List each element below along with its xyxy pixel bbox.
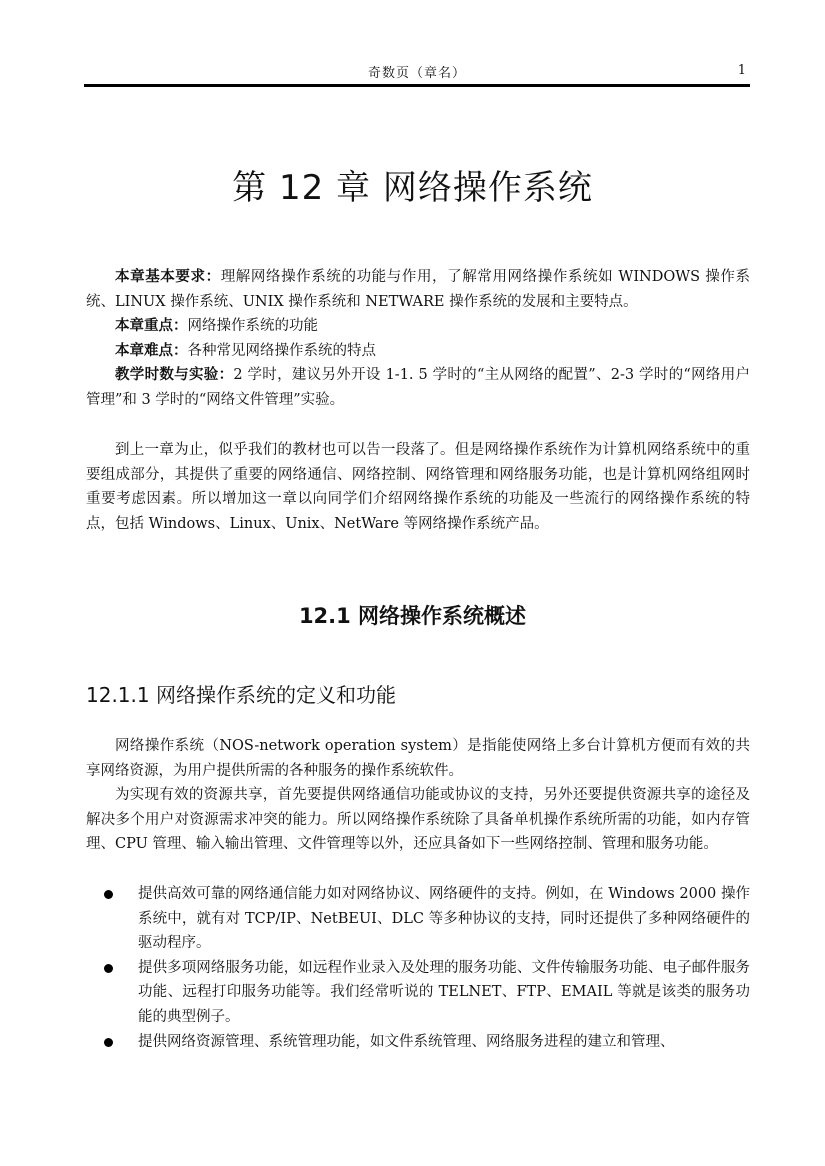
subsection-title: 12.1.1 网络操作系统的定义和功能	[86, 683, 396, 707]
requirement-hours	[86, 363, 750, 412]
list-item-text: 提供高效可靠的网络通信能力如对网络协议、网络硬件的支持。例如，在 Windows 2000 操作系统中，就有对 TCP/IP、NetBEUI、DLC 等多种协议的支持，同时还提供了多种网络硬件的驱动程序。	[138, 886, 750, 952]
list-item	[86, 956, 750, 1030]
body-paragraph: 网络操作系统（NOS-network operation system）是指能使网络上多台计算机方便而有效的共享网络资源，为用户提供所需的各种服务的操作系统软件。	[86, 738, 750, 779]
bullet-icon	[104, 1038, 113, 1047]
requirement-key-points	[86, 314, 750, 339]
page-number: 1	[737, 63, 746, 78]
list-item-text: 提供多项网络服务功能，如远程作业录入及处理的服务功能、文件传输服务功能、电子邮件服务功能、远程打印服务功能等。我们经常听说的 TELNET、FTP、EMAIL 等就是该类的服务功能的典型例子。	[138, 959, 750, 1025]
intro-block	[86, 438, 750, 536]
running-header	[84, 60, 750, 87]
list-item-text: 提供网络资源管理、系统管理功能，如文件系统管理、网络服务进程的建立和管理、	[138, 1033, 675, 1050]
intro-paragraph: 到上一章为止，似乎我们的教材也可以告一段落了。但是网络操作系统作为计算机网络系统中的重要组成部分，其提供了重要的网络通信、网络控制、网络管理和网络服务功能，也是计算机网络组网时重要考虑因素。所以增加这一章以向同学们介绍网络操作系统的功能及一些流行的网络操作系统的特点，包括 Windows、Linux、Unix、NetWare 等网络操作系统产品。	[86, 442, 750, 532]
chapter-title: 第 12 章 网络操作系统	[232, 168, 593, 208]
requirement-text: 理解网络操作系统的功能与作用，了解常用网络操作系统如 WINDOWS 操作系统、LINUX 操作系统、UNIX 操作系统和 NETWARE 操作系统的发展和主要特点。	[86, 269, 750, 310]
body-paragraph: 为实现有效的资源共享，首先要提供网络通信功能或协议的支持，另外还要提供资源共享的途径及解决多个用户对资源需求冲突的能力。所以网络操作系统除了具备单机操作系统所需的功能，如内存管理、CPU 管理、输入输出管理、文件管理等以外，还应具备如下一些网络控制、管理和服务功能。	[86, 787, 750, 853]
list-item	[86, 882, 750, 956]
list-item	[86, 1030, 750, 1055]
requirement-label: 本章难点：	[115, 341, 188, 359]
bullet-icon	[104, 890, 113, 899]
requirement-text: 2 学时，建议另外开设 1-1. 5 学时的“主从网络的配置”、2-3 学时的“网络用户管理”和 3 学时的“网络文件管理”实验。	[86, 367, 750, 408]
bullet-icon	[104, 964, 113, 973]
requirement-difficulties	[86, 339, 750, 364]
requirement-text: 网络操作系统的功能	[187, 318, 318, 335]
chapter-requirements	[86, 265, 750, 413]
requirement-label: 本章基本要求：	[115, 268, 221, 285]
running-header-title: 奇数页（章名）	[367, 66, 466, 81]
function-list	[86, 882, 750, 1054]
requirement-basic	[86, 265, 750, 314]
requirement-label: 教学时数与实验：	[115, 366, 234, 384]
requirement-label: 本章重点：	[115, 317, 188, 335]
section-title: 12.1 网络操作系统概述	[298, 604, 527, 628]
definition-block	[86, 734, 750, 857]
requirement-text: 各种常见网络操作系统的特点	[187, 342, 376, 359]
